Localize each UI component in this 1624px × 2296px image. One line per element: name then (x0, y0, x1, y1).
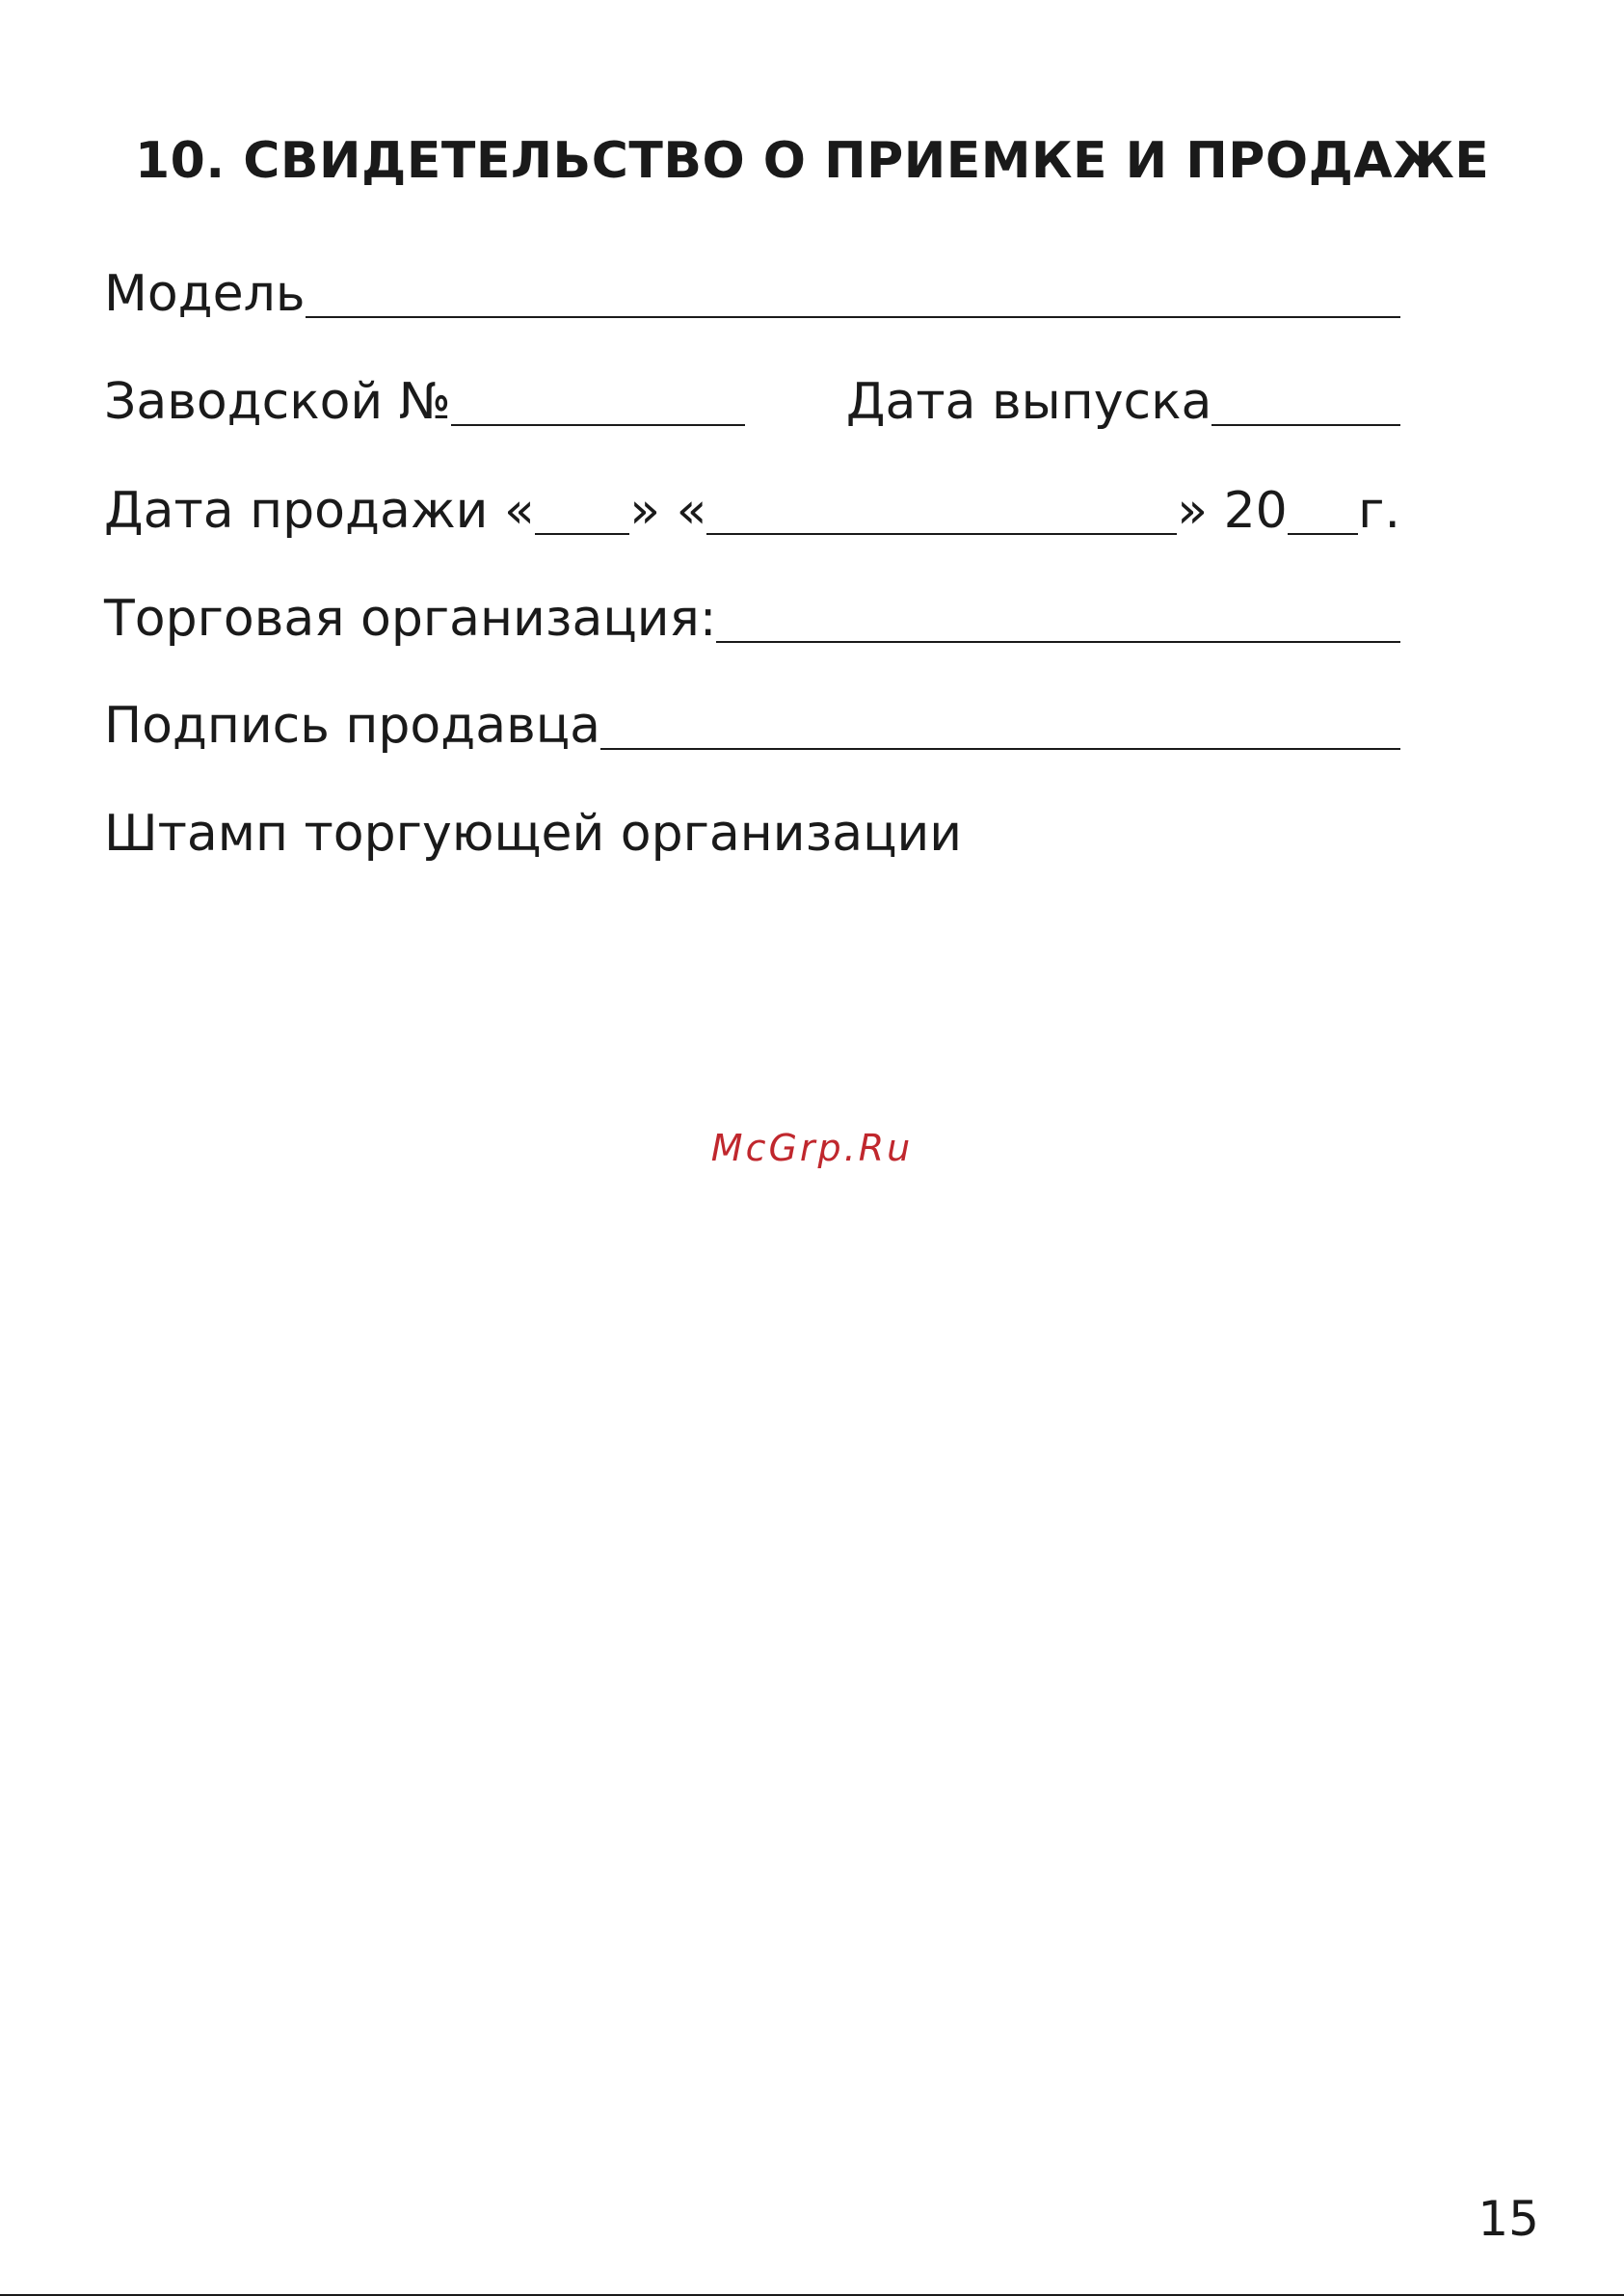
sale-date-year: » 20 (1177, 482, 1288, 540)
trade-org-row (104, 585, 1400, 653)
sale-date-mid: » « (629, 482, 707, 540)
sale-month-field[interactable] (706, 533, 1177, 535)
page-title: 10. СВИДЕТЕЛЬСТВО О ПРИЕМКЕ И ПРОДАЖЕ (135, 132, 1490, 190)
model-row (104, 260, 1400, 328)
release-date-field[interactable] (1211, 424, 1400, 426)
page-number: 15 (1478, 2191, 1539, 2247)
seller-signature-field[interactable] (600, 748, 1400, 750)
release-date-label: Дата выпуска (845, 373, 1212, 431)
sale-year-field[interactable] (1288, 533, 1358, 535)
stamp-label: Штамп торгующей организации (104, 805, 963, 863)
seller-signature-row (104, 692, 1400, 760)
sale-date-suffix: г. (1358, 482, 1400, 540)
model-field[interactable] (306, 316, 1400, 318)
sale-date-label: Дата продажи « (104, 482, 535, 540)
seller-signature-label: Подпись продавца (104, 697, 600, 755)
sale-day-field[interactable] (535, 533, 629, 535)
watermark: McGrp.Ru (710, 1127, 914, 1169)
trade-org-label: Торговая организация: (104, 590, 717, 648)
stamp-row (104, 800, 1400, 868)
trade-org-field[interactable] (716, 641, 1400, 643)
sale-date-row (104, 477, 1400, 545)
serial-row (104, 368, 1400, 436)
serial-label: Заводской № (104, 373, 451, 431)
serial-field[interactable] (451, 424, 745, 426)
model-label: Модель (104, 265, 306, 323)
